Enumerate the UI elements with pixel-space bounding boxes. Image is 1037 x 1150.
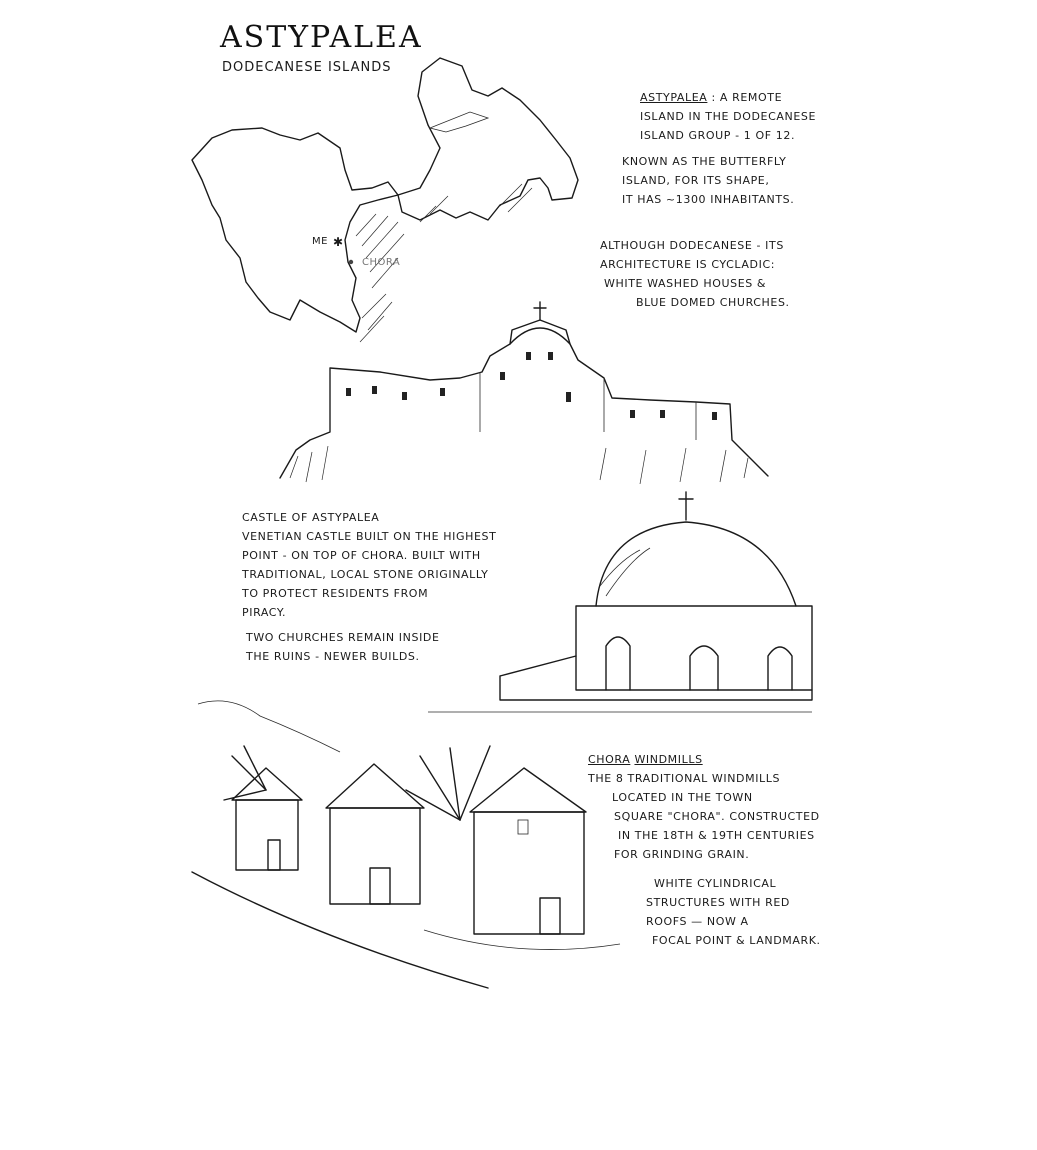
map-me-label: ME [312,236,328,247]
windmills-line: IN THE 18TH & 19TH CENTURIES [618,829,815,842]
windmills-line: LOCATED IN THE TOWN [612,791,753,804]
intro-line: ISLAND IN THE DODECANESE [640,110,816,123]
castle-line: TWO CHURCHES REMAIN INSIDE [246,631,440,644]
intro-line: ISLAND GROUP - 1 OF 12. [640,129,796,142]
island-map-drawing [192,58,578,342]
butterfly-line: ISLAND, FOR ITS SHAPE, [622,174,770,187]
castle-note [242,508,496,622]
architecture-line: BLUE DOMED CHURCHES. [636,296,790,309]
windmills-line: FOR GRINDING GRAIN. [614,848,750,861]
windmills-note [588,750,820,864]
architecture-line: ALTHOUGH DODECANESE - ITS [600,239,784,252]
castle-drawing [280,302,768,484]
butterfly-note [622,152,794,209]
castle-heading: CASTLE OF ASTYPALEA [242,511,380,524]
windmills-line: SQUARE "CHORA". CONSTRUCTED [614,810,820,823]
windmills-line: ROOFS — NOW A [646,915,749,928]
castle-line: TRADITIONAL, LOCAL STONE ORIGINALLY [242,568,489,581]
windmills-line: STRUCTURES WITH RED [646,896,790,909]
page-title: ASTYPALEA [220,20,423,55]
windmills-drawing [192,701,620,988]
intro-note [640,88,816,145]
butterfly-line: IT HAS ~1300 INHABITANTS. [622,193,795,206]
castle-line: POINT - ON TOP OF CHORA. BUILT WITH [242,549,481,562]
castle-line: VENETIAN CASTLE BUILT ON THE HIGHEST [242,530,497,543]
windmills-line: THE 8 TRADITIONAL WINDMILLS [588,772,781,785]
windmills-note-2 [646,874,821,950]
windmills-line: WHITE CYLINDRICAL [654,877,777,890]
architecture-note [600,236,790,312]
castle-line: PIRACY. [242,606,287,619]
windmills-line: FOCAL POINT & LANDMARK. [652,934,821,947]
castle-line: TO PROTECT RESIDENTS FROM [242,587,429,600]
butterfly-line: KNOWN AS THE BUTTERFLY [622,155,787,168]
intro-heading-rest: : A REMOTE [711,91,783,104]
windmills-heading-b: WINDMILLS [634,753,703,766]
architecture-line: ARCHITECTURE IS CYCLADIC: [600,258,776,271]
castle-line: THE RUINS - NEWER BUILDS. [246,650,420,663]
map-chora-label: CHORA [362,257,401,268]
svg-text:✱: ✱ [333,235,344,249]
windmills-heading-a: CHORA [588,753,631,766]
page-subtitle: DODECANESE ISLANDS [222,60,392,75]
architecture-line: WHITE WASHED HOUSES & [604,277,767,290]
castle-note-2 [246,628,440,666]
intro-heading: ASTYPALEA [640,91,708,104]
